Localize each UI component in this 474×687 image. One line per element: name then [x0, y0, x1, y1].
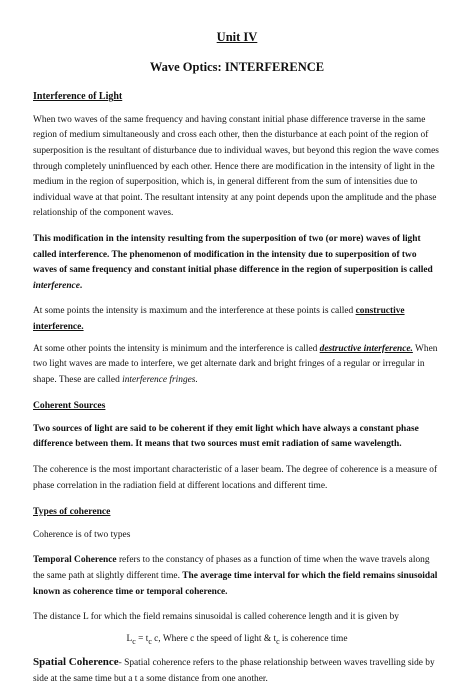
eq-sub-1: c [132, 636, 136, 646]
eq-end: is coherence time [279, 633, 348, 644]
coherence-paragraph: The coherence is the most important characteristic of a laser beam. The degree of coherence is a measure of phase correlation in the radiation field at different locations and different time. [33, 465, 438, 491]
section-heading-types: Types of coherence [33, 506, 111, 518]
spatial-label: Spatial Coherence [33, 656, 119, 669]
temporal-label: Temporal Coherence [33, 555, 117, 566]
page-title: Wave Optics: INTERFERENCE [149, 59, 325, 74]
destructive-paragraph [33, 342, 441, 389]
destructive-text-cont: When two light waves are made to interfere, we get alternate dark and bright fringes of a regular or irregular in shape. These are called [33, 343, 438, 385]
eq-lhs: L [126, 633, 133, 644]
constructive-paragraph [33, 304, 441, 335]
eq-sub-3: c [276, 636, 280, 646]
interference-definition-text: This modification in the intensity resulting from the superposition of two (or more) waves of light called interference. The phenomenon of modification in the intensity due to superposition of two waves of same frequency and constant initial phase difference in the region of superposition is called [33, 233, 433, 276]
interference-definition-end: . [79, 280, 83, 291]
section-heading-coherent: Coherent Sources [33, 400, 106, 412]
coherence-length-paragraph: The distance L for which the field remains sinusoidal is called coherence length and it is given by [33, 612, 399, 623]
interference-term: interference [33, 280, 80, 291]
coherence-length-equation [33, 632, 441, 649]
interference-paragraph: When two waves of the same frequency and having constant initial phase difference traverse in the same region of medium simultaneously and cross each other, then the disturbance at each point of the region of superposition is the resultant of disturbance due to individual waves, but beyond this region the wave comes through completely uninfluenced by each other. Hence there are modification in the intensity of light in the medium in the region of superposition, which is, in general different from the sum of intensities due to individual wave at that point. The resultant intensity at any point depends upon the amplitude and the phase relationship of the component waves. [33, 114, 439, 219]
eq-rest: c, Where c the speed of light & t [151, 633, 277, 644]
unit-heading: Unit IV [216, 30, 258, 44]
temporal-definition: The average time interval for which the field remains sinusoidal known as coherence time or temporal coherence. [33, 571, 438, 597]
section-heading-interference: Interference of Light [33, 91, 123, 103]
destructive-text: At some other points the intensity is minimum and the interference is called [33, 343, 320, 354]
spatial-paragraph [33, 655, 441, 687]
eq-sub-2: c [148, 636, 152, 646]
spatial-text: - Spatial coherence refers to the phase relationship between waves travelling side by side at the same time but a t a some distance from one another. [33, 658, 435, 684]
eq-mid: = t [135, 633, 149, 644]
types-intro: Coherence is of two types [33, 529, 131, 540]
coherent-definition: Two sources of light are said to be coherent if they emit light which have always a constant phase difference between them. It means that two sources must emit radiation of same wavelength. [33, 423, 419, 450]
constructive-text: At some points the intensity is maximum and the interference at these points is called [33, 306, 356, 317]
temporal-paragraph [33, 553, 441, 600]
fringes-term: interference fringes. [122, 374, 198, 385]
constructive-term: constructive interference. [33, 306, 405, 332]
temporal-text: refers to the constancy of phases as a function of time when the wave travels along the same path at slightly different time. [33, 555, 430, 582]
destructive-term: destructive interference. [319, 343, 413, 354]
interference-definition [33, 232, 441, 294]
